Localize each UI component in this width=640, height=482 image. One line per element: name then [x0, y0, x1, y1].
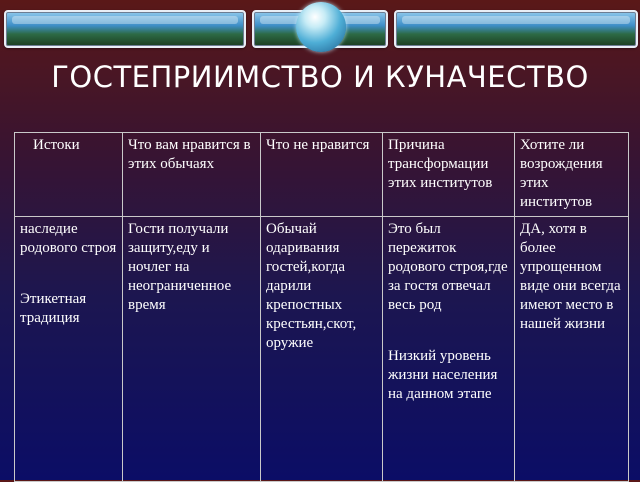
cell-likes: Гости получали защиту,еду и ночлег на неограниченное время [123, 217, 261, 482]
origin-item: Этикетная традиция [20, 291, 87, 326]
header-dislikes: Что не нравится [261, 133, 383, 217]
header-revival: Хотите ли возрождения этих институтов [515, 133, 629, 217]
comparison-table [14, 132, 629, 482]
cell-origins [15, 217, 123, 482]
header-likes: Что вам нравится в этих обычаях [123, 133, 261, 217]
cell-revival: ДА, хотя в более упрощенном виде они всегда имеют место в нашей жизни [515, 217, 629, 482]
reason-item: Это был пережиток родового строя,где за гостя отвечал весь род [388, 221, 508, 313]
cell-transformation-reason [383, 217, 515, 482]
origin-item: наследие родового строя [20, 221, 117, 256]
globe-icon [296, 2, 346, 52]
slide-title: ГОСТЕПРИИМСТВО И КУНАЧЕСТВО [51, 60, 589, 94]
table-header-row [15, 133, 629, 217]
landscape-banner-right [394, 10, 638, 48]
landscape-banner-left [4, 10, 246, 48]
reason-item: Низкий уровень жизни населения на данном этапе [388, 348, 498, 402]
cell-dislikes: Обычай одаривания гостей,когда дарили крепостных крестьян,скот, оружие [261, 217, 383, 482]
header-origins: Истоки [15, 133, 123, 217]
table-row [15, 217, 629, 482]
header-transformation-reason: Причина трансформации этих институтов [383, 133, 515, 217]
